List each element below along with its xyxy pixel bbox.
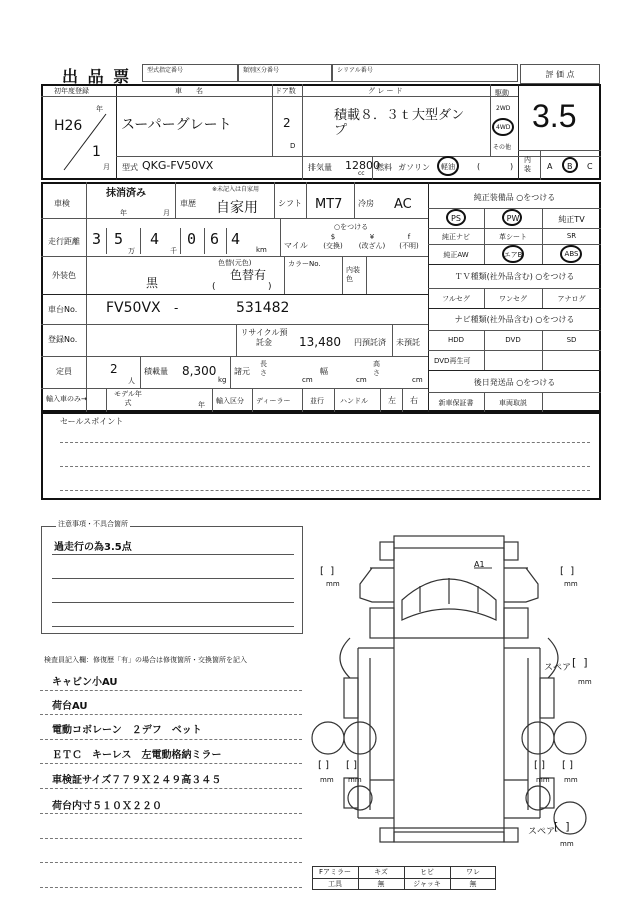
bracket-right-bottom-2: [562, 760, 573, 771]
spare-mm-2: mm: [560, 840, 574, 848]
fuel-paren-open: (: [477, 162, 481, 171]
equip-tv: 純正TV: [558, 215, 585, 224]
after-warranty: 新車保証書: [438, 399, 474, 407]
length-cm: cm: [302, 376, 313, 384]
class-label: 類別区分番号: [243, 67, 280, 74]
chassis-dash: -: [174, 301, 179, 315]
navi-hdd: HDD: [447, 336, 465, 344]
shift-value: MT7: [315, 197, 343, 212]
car-name: スーパーグレート: [121, 117, 232, 133]
first-reg-label: 初年度登録: [54, 87, 89, 95]
spare-label-2: スペア: [528, 827, 556, 837]
handle-left: 左: [388, 396, 396, 405]
legend-crack: ヒビ: [420, 868, 434, 876]
model-year-label: モデル年式: [114, 390, 142, 407]
bracket-close: ]: [330, 566, 335, 577]
mm-right-bottom-1: mm: [536, 776, 550, 784]
door-suffix: D: [290, 142, 296, 150]
fuel-label: 燃料: [376, 163, 392, 172]
bracket-open: [: [320, 566, 324, 577]
mileage-label: 走行距離: [48, 237, 80, 246]
unknown-symbol: f: [407, 233, 411, 241]
bracket-open: [: [534, 760, 538, 771]
equipment-title: 純正装備品 ○をつける: [473, 193, 556, 202]
equip-sr: SR: [566, 232, 577, 240]
width-cm: cm: [356, 376, 367, 384]
tv-oneseg: ワンセグ: [499, 295, 527, 303]
equip-airbag-circle: [502, 245, 524, 263]
interior-grade-b-circle: [562, 157, 578, 173]
history-note: ※未記入は自家用: [212, 186, 260, 193]
navi-dvd-play: DVD再生可: [434, 357, 471, 365]
mileage-option-unknown: [392, 233, 426, 251]
bracket-open: [: [346, 760, 350, 771]
ac-value: AC: [394, 197, 412, 212]
recycle-status: 円預託済: [354, 338, 386, 347]
equip-pw-circle: [502, 209, 522, 226]
bracket-left-bottom-1: [318, 760, 329, 771]
equip-ps: PS: [451, 214, 461, 223]
tv-title: ＴＶ種類(社外品含む) ○をつける: [454, 272, 575, 281]
mileage-digit-1: 3: [92, 230, 102, 248]
legend-tools-value: 無: [377, 880, 385, 888]
mileage-digit-4: 0: [187, 230, 197, 248]
fuel-diesel: 軽油: [441, 163, 455, 171]
doors-value: 2: [283, 116, 291, 130]
shift-label: シフト: [278, 199, 302, 208]
capacity-value: 2: [110, 362, 118, 376]
equip-navi: 純正ナビ: [442, 233, 470, 241]
spare-mm-1: mm: [578, 678, 592, 686]
equip-abs-circle: [560, 245, 582, 263]
serial-field: [332, 64, 518, 82]
bracket-close: ]: [541, 760, 545, 771]
inspector-line-1: キャビン小AU: [52, 677, 118, 688]
mileage-digit-3: 4: [150, 230, 160, 248]
inspector-line-4: ＥＴＣ キーレス 左電動格納ミラー: [52, 750, 222, 761]
grade-value: 積載８．３ｔ大型ダンプ: [334, 108, 465, 138]
model-value: QKG-FV50VX: [142, 159, 214, 172]
handle-label: ハンドル: [340, 397, 368, 405]
inspector-line-5: 車検証サイズ７７９Ｘ２４９高３４５: [52, 775, 222, 786]
model-year-unit: 年: [198, 401, 205, 409]
mm-right-top: mm: [564, 580, 578, 588]
bracket-close: ]: [583, 656, 588, 669]
capacity-unit: 人: [128, 377, 135, 385]
rating-header: [520, 64, 600, 84]
recycle-value: 13,480: [299, 335, 341, 349]
bracket-right-bottom-1: [534, 760, 545, 771]
legend-fmirror: Fアミラー: [318, 868, 352, 876]
mileage-sen: 千: [170, 247, 177, 255]
rating-value: 3.5: [532, 98, 577, 134]
mileage-option-exchange: [316, 233, 350, 251]
bracket-open: [: [554, 820, 559, 833]
displacement-label: 排気量: [308, 163, 332, 172]
height-label: 高さ: [373, 360, 380, 377]
ac-label: 冷房: [358, 199, 374, 208]
inspection-month-unit: 月: [163, 209, 170, 217]
spare-bracket-2: [554, 820, 570, 833]
width-label: 幅: [320, 367, 328, 376]
inspection-year-unit: 年: [120, 209, 127, 217]
legend-break: ワレ: [466, 868, 480, 876]
import-dealer: ディーラー: [256, 397, 291, 405]
legend-tools: 工具: [328, 880, 342, 888]
history-label: 車歴: [180, 199, 196, 208]
bracket-open: [: [572, 656, 577, 669]
mileage-km: km: [256, 246, 267, 254]
model-label: 型式: [122, 163, 138, 172]
bracket-close: ]: [570, 566, 575, 577]
fuel-diesel-circle: [437, 156, 459, 176]
first-reg-year: H26: [54, 118, 83, 134]
mileage-digit-6: 4: [231, 230, 241, 248]
load-unit: kg: [218, 376, 227, 384]
equip-pw: PW: [506, 214, 520, 223]
repaint-paren-open: (: [212, 282, 216, 292]
height-cm: cm: [412, 376, 423, 384]
drive-2wd: 2WD: [496, 105, 511, 112]
repaint-paren-close: ): [268, 282, 272, 292]
equip-airbag: エアB: [503, 251, 523, 259]
fuel-gas: ガソリン: [398, 163, 430, 172]
sales-point-box: [41, 412, 601, 500]
bracket-open: [: [562, 760, 566, 771]
spare-label-1: スペア: [544, 663, 572, 673]
bracket-left-top: [320, 566, 334, 577]
navi-sd: SD: [566, 336, 577, 344]
year-unit: 年: [96, 105, 103, 113]
tv-fullseg: フルセグ: [442, 295, 470, 303]
doors-label: ドア数: [275, 87, 296, 95]
legend-jack-value: 無: [469, 880, 477, 888]
after-title: 後日発送品 ○をつける: [473, 378, 556, 387]
legend-jack: ジャッキ: [413, 880, 441, 888]
fuel-paren-close: ): [510, 162, 514, 171]
drive-label: 駆動: [495, 89, 509, 97]
interior-label: 内装: [524, 156, 531, 173]
color-no-label: カラーNo.: [288, 260, 321, 268]
history-value: 自家用: [216, 200, 258, 216]
tv-analog: アナログ: [557, 295, 586, 303]
registration-label: 登録No.: [48, 335, 78, 344]
navi-title: ナビ種類(社外品含む) ○をつける: [454, 315, 575, 324]
bracket-open: [: [560, 566, 564, 577]
interior-grade-b: B: [567, 162, 573, 171]
type-cert-label: 型式指定番号: [147, 67, 184, 74]
chassis-prefix: FV50VX: [106, 300, 161, 316]
equip-leather: 革シート: [499, 233, 527, 241]
spare-bracket-1: [572, 656, 588, 669]
exchange-symbol: $: [330, 233, 336, 241]
serial-label: シリアル番号: [337, 67, 373, 74]
repaint-label: 色替(元色): [218, 259, 252, 267]
mileage-digit-2: 5: [114, 230, 124, 248]
mm-left-bottom-2: mm: [348, 776, 362, 784]
mm-right-bottom-2: mm: [564, 776, 578, 784]
import-type-label: 輸入区分: [216, 397, 244, 405]
dims-label: 諸元: [234, 367, 250, 376]
import-label: 輸入車のみ→: [46, 395, 87, 403]
grade-label: グ レ ー ド: [368, 87, 403, 95]
navi-dvd: DVD: [505, 336, 521, 344]
chassis-number: 531482: [236, 300, 290, 316]
bracket-left-bottom-2: [346, 760, 357, 771]
first-reg-month: 1: [92, 144, 101, 160]
unknown-label: (不明): [399, 242, 419, 250]
month-unit: 月: [103, 163, 110, 171]
drive-4wd-circle: [492, 118, 514, 136]
notes-label: 注意事項・不具合箇所: [58, 520, 128, 528]
form-title: 出 品 票: [62, 67, 132, 86]
sales-point-label: セールスポイント: [60, 417, 124, 426]
drive-4wd: 4WD: [496, 124, 511, 131]
bracket-close: ]: [353, 760, 357, 771]
equip-abs: ABS: [564, 250, 579, 258]
bracket-open: [: [318, 760, 322, 771]
inspector-line-6: 荷台内寸５１０Ｘ２２０: [52, 801, 162, 812]
type-cert-field: [142, 64, 238, 82]
mileage-note: ○をつける: [334, 223, 369, 231]
inspector-line-3: 電動コボレーン ２デフ ベット: [52, 725, 202, 736]
length-label: 長さ: [260, 360, 267, 377]
inspection-label: 車検: [54, 199, 70, 208]
cc-unit: cc: [358, 170, 365, 177]
mileage-option-tampered: [352, 233, 392, 251]
bracket-close: ]: [565, 820, 570, 833]
mm-left-top: mm: [326, 580, 340, 588]
exchange-label: (交換): [323, 242, 343, 250]
repaint-value: 色替有: [230, 268, 267, 282]
legend-scratch: キズ: [374, 868, 388, 876]
equip-aw: 純正AW: [443, 251, 469, 259]
mm-left-bottom-1: mm: [320, 776, 334, 784]
interior-grade-c: C: [587, 162, 593, 171]
drive-other: その他: [493, 144, 512, 151]
inspector-line-2: 荷台AU: [52, 701, 88, 712]
color-label: 外装色: [52, 271, 76, 280]
after-manual: 車両取説: [499, 399, 527, 407]
notes-line-1: 過走行の為3.5点: [54, 542, 132, 553]
bracket-close: ]: [569, 760, 573, 771]
color-value: 黒: [146, 276, 159, 290]
handle-right: 右: [410, 396, 418, 405]
class-field: [238, 64, 332, 82]
rating-label: 評 価 点: [545, 70, 575, 79]
displacement-value: 12800: [345, 159, 380, 172]
chassis-label: 車台No.: [48, 305, 78, 314]
import-parallel: 並行: [310, 397, 324, 405]
mileage-man: 万: [128, 247, 135, 255]
interior-grade-a: A: [547, 162, 553, 171]
car-name-label: 車 名: [175, 87, 203, 95]
recycle-label: リサイクル預託金: [240, 328, 288, 347]
mileage-digit-5: 6: [210, 230, 220, 248]
load-value: 8,300: [182, 364, 217, 378]
inspector-label: 検査員記入欄：修復歴「有」の場合は修復箇所・交換箇所を記入: [44, 656, 247, 664]
recycle-unpaid: 未預託: [396, 338, 420, 347]
capacity-label: 定員: [56, 367, 72, 376]
interior-color-label: 内装色: [346, 266, 360, 283]
bracket-close: ]: [325, 760, 329, 771]
inspection-status: 抹消済み: [106, 188, 146, 199]
truck-diagram: [310, 528, 600, 858]
damage-mark-a1: A1: [474, 560, 485, 569]
tampered-symbol: ¥: [369, 233, 375, 241]
bracket-right-top: [560, 566, 574, 577]
equip-ps-circle: [446, 209, 466, 226]
load-label: 積載量: [144, 367, 168, 376]
mile-label: マイル: [284, 241, 308, 250]
tampered-label: (改ざん): [358, 242, 386, 250]
